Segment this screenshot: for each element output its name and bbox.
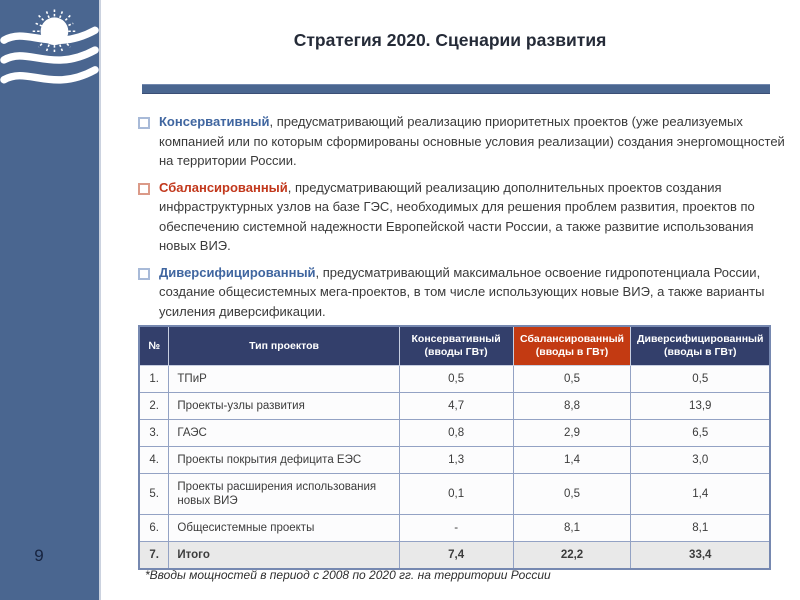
diversified-value: 8,1 <box>631 515 770 542</box>
balanced-value: 1,4 <box>513 447 631 474</box>
bullet-text <box>159 112 786 171</box>
scenario-description: , предусматривающий реализацию приоритетных проектов (уже реализуемых компанией или по которым сформированы основные условия реализации) создания энергомощностей на территории России. <box>159 114 785 168</box>
bullet-conservative <box>138 112 786 171</box>
table-row <box>139 366 770 393</box>
balanced-value: 0,5 <box>513 474 631 515</box>
row-number: 5. <box>139 474 169 515</box>
row-number: 7. <box>139 542 169 570</box>
project-type: Общесистемные проекты <box>169 515 399 542</box>
scenario-bullet-list <box>138 112 786 328</box>
table-row <box>139 447 770 474</box>
conservative-value: 0,8 <box>399 420 513 447</box>
conservative-value: - <box>399 515 513 542</box>
title-divider <box>142 84 770 94</box>
scenario-description: , предусматривающий реализацию дополнительных проектов создания инфраструктурных узлов на базе ГЭС, необходимых для решения проблем развития, проектов по обеспечению системной надежности Европейской части России, а также развитие использования новых ВИЭ. <box>159 179 755 253</box>
row-number: 3. <box>139 420 169 447</box>
scenario-name: Диверсифицированный <box>159 264 316 280</box>
balanced-value: 0,5 <box>513 366 631 393</box>
project-type: Проекты расширения использования новых ВИЭ <box>169 474 399 515</box>
project-type: Проекты покрытия дефицита ЕЭС <box>169 447 399 474</box>
left-band <box>0 0 101 600</box>
project-type: Итого <box>169 542 399 570</box>
bullet-text <box>159 178 786 256</box>
conservative-value: 1,3 <box>399 447 513 474</box>
page-title: Стратегия 2020. Сценарии развития <box>293 30 607 50</box>
conservative-value: 4,7 <box>399 393 513 420</box>
conservative-value: 0,5 <box>399 366 513 393</box>
balanced-value: 8,8 <box>513 393 631 420</box>
col-header-balanced: Сбалансированный (вводы в ГВт) <box>513 326 631 366</box>
row-number: 6. <box>139 515 169 542</box>
col-header-diversified: Диверсифицированный (вводы в ГВт) <box>631 326 770 366</box>
scenario-description: , предусматривающий максимальное освоение гидропотенциала России, создание общесистемных мега-проектов, в том числе использующих новые ВИЭ, а также варианты усиления диверсификации. <box>159 264 765 319</box>
diversified-value: 3,0 <box>631 447 770 474</box>
table-row-total <box>139 542 770 570</box>
scenario-name: Консервативный <box>159 114 270 129</box>
row-number: 4. <box>139 447 169 474</box>
bullet-square-icon <box>138 268 150 280</box>
project-type: ГАЭС <box>169 420 399 447</box>
table-row <box>139 393 770 420</box>
balanced-value: 22,2 <box>513 542 631 570</box>
page-number: 9 <box>34 546 44 565</box>
slide-content <box>100 0 800 600</box>
balanced-value: 8,1 <box>513 515 631 542</box>
conservative-value: 0,1 <box>399 474 513 515</box>
table-header-row <box>139 326 770 366</box>
col-header-conservative: Консервативный (вводы ГВт) <box>399 326 513 366</box>
scenarios-table <box>138 325 771 570</box>
footnote: *Вводы мощностей в период с 2008 по 2020 гг. на территории России <box>145 568 551 582</box>
diversified-value: 13,9 <box>631 393 770 420</box>
project-type: ТПиР <box>169 366 399 393</box>
table-row <box>139 515 770 542</box>
col-header-type: Тип проектов <box>169 326 399 366</box>
row-number: 2. <box>139 393 169 420</box>
diversified-value: 0,5 <box>631 366 770 393</box>
col-header-num: № <box>139 326 169 366</box>
table-row <box>139 420 770 447</box>
diversified-value: 33,4 <box>631 542 770 570</box>
diversified-value: 1,4 <box>631 474 770 515</box>
bullet-square-icon <box>138 117 150 129</box>
table-row <box>139 474 770 515</box>
row-number: 1. <box>139 366 169 393</box>
diversified-value: 6,5 <box>631 420 770 447</box>
bullet-square-icon <box>138 183 150 195</box>
bullet-diversified <box>138 263 786 322</box>
bullet-text <box>159 263 786 322</box>
conservative-value: 7,4 <box>399 542 513 570</box>
company-logo-icon <box>0 0 99 112</box>
balanced-value: 2,9 <box>513 420 631 447</box>
bullet-balanced <box>138 178 786 256</box>
project-type: Проекты-узлы развития <box>169 393 399 420</box>
scenario-name: Сбалансированный <box>159 179 288 195</box>
